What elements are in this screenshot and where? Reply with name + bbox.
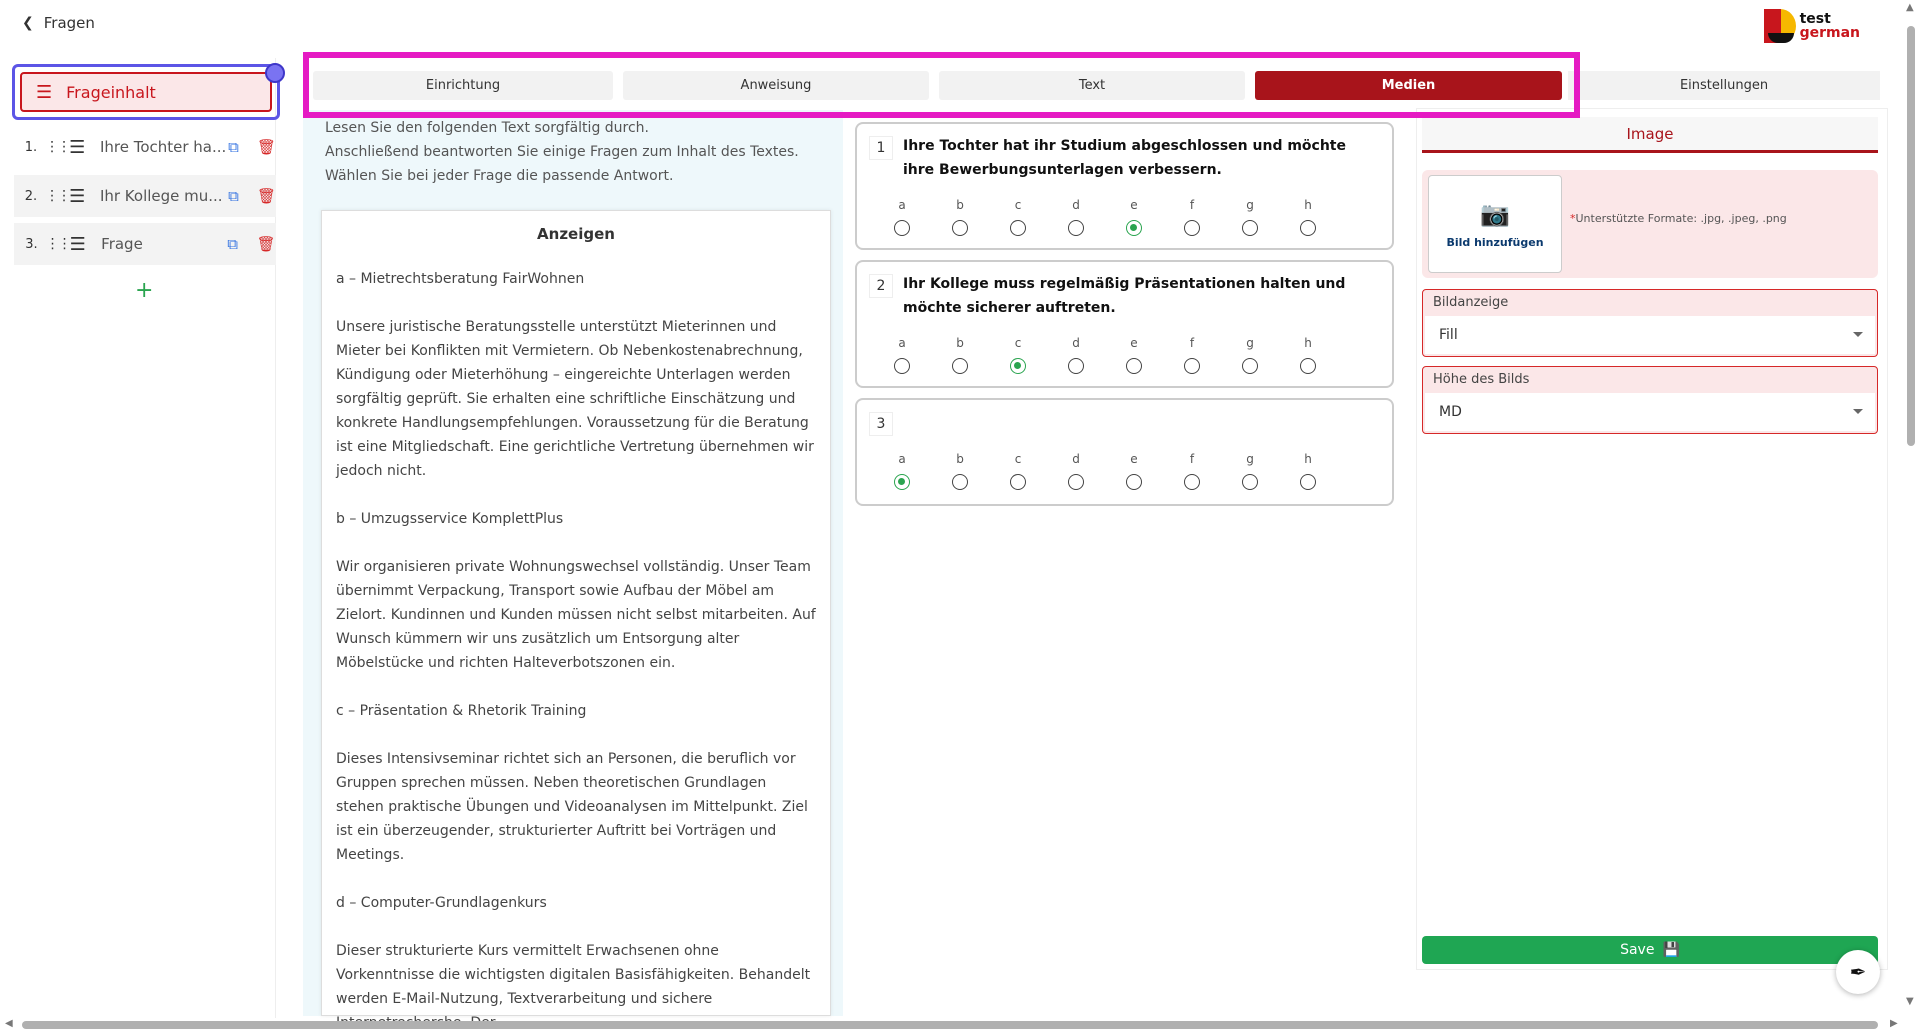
option-letter: g — [1246, 336, 1254, 350]
question-card-3 — [855, 398, 1394, 506]
radio-d[interactable] — [1068, 474, 1084, 490]
question-number: 3 — [869, 412, 893, 436]
copy-icon[interactable]: ⧉ — [228, 187, 239, 205]
add-image-button[interactable] — [1428, 175, 1562, 273]
frageinhalt-button[interactable] — [20, 72, 272, 112]
option-letter: c — [1014, 336, 1022, 350]
radio-g[interactable] — [1242, 474, 1258, 490]
option-h — [1279, 198, 1337, 236]
option-a — [873, 452, 931, 490]
delete-icon[interactable]: 🗑 — [256, 138, 276, 156]
paragraph: c – Präsentation & Rhetorik Training — [336, 703, 587, 719]
options-row — [873, 452, 1373, 490]
edit-fab-button[interactable] — [1836, 950, 1880, 994]
radio-c[interactable] — [1010, 358, 1026, 374]
radio-h[interactable] — [1300, 474, 1316, 490]
option-letter: e — [1130, 452, 1138, 466]
scroll-right-arrow-icon[interactable]: ▶ — [1890, 1018, 1898, 1029]
option-letter: g — [1246, 452, 1254, 466]
option-g — [1221, 336, 1279, 374]
scrollbar-thumb[interactable] — [1907, 26, 1915, 446]
bildanzeige-value: Fill — [1439, 327, 1458, 343]
option-letter: b — [956, 336, 964, 350]
list-icon: ☰ — [69, 233, 86, 255]
option-c — [989, 336, 1047, 374]
horizontal-scrollbar[interactable] — [0, 1018, 1904, 1032]
question-label: Frage — [101, 235, 143, 253]
copy-icon[interactable]: ⧉ — [227, 235, 238, 253]
option-letter: d — [1072, 336, 1080, 350]
vertical-scrollbar[interactable] — [1904, 16, 1918, 1016]
option-letter: f — [1189, 336, 1195, 350]
paragraph: Dieses Intensivseminar richtet sich an Personen, die beruflich vor Gruppen sprechen müssen. Neben theoretischen Grundlagen stehen praktische Übungen und Videoanalysen im Mittelpunkt. Ziel ist ein überzeugender, strukturierter Auftritt bei Vorträgen und Meetings. — [336, 751, 808, 863]
hoehe-value: MD — [1439, 404, 1462, 420]
radio-e[interactable] — [1126, 358, 1142, 374]
paragraph: Wir organisieren private Wohnungswechsel vollständig. Unser Team übernimmt Verpackung, Transport sowie Aufbau der Möbel am Zielort. Kundinnen und Kunden müssen nicht selbst mitarbeiten. Auf Wunsch kümmern wir uns zusätzlich um Entsorgung alter Möbelstücke und richten Halteverbotszonen ein. — [336, 559, 816, 671]
sidebar-question-3[interactable] — [14, 223, 276, 265]
instructions — [325, 116, 825, 188]
option-f — [1163, 452, 1221, 490]
radio-a[interactable] — [894, 220, 910, 236]
camera-plus-icon: 📷 — [1480, 199, 1510, 228]
tabs-highlight-frame — [303, 52, 1580, 118]
option-e — [1105, 336, 1163, 374]
bildanzeige-label: Bildanzeige — [1433, 295, 1509, 310]
radio-f[interactable] — [1184, 358, 1200, 374]
top-bar — [0, 0, 1900, 48]
edit-list-icon: ☰ — [36, 81, 53, 103]
resize-handle[interactable] — [265, 63, 285, 83]
option-letter: b — [956, 198, 964, 212]
questions-column — [843, 110, 1399, 1016]
option-c — [989, 452, 1047, 490]
option-letter: h — [1304, 336, 1312, 350]
question-text: Ihre Tochter hat ihr Studium abgeschlossen und möchte ihre Bewerbungsunterlagen verbessern. — [903, 138, 1346, 178]
add-question-button[interactable]: + — [135, 278, 154, 303]
hoehe-field — [1422, 366, 1878, 434]
caret-down-icon — [1853, 409, 1863, 414]
option-letter: a — [898, 452, 906, 466]
options-row — [873, 198, 1373, 236]
logo-text-1: test — [1799, 11, 1831, 27]
option-e — [1105, 452, 1163, 490]
pen-icon: ✒ — [1849, 960, 1867, 984]
save-label: Save — [1620, 942, 1655, 958]
drag-handle-icon[interactable]: ⋮⋮ — [45, 236, 70, 252]
radio-g[interactable] — [1242, 220, 1258, 236]
upload-area — [1422, 170, 1878, 278]
save-disk-icon: 💾 — [1662, 942, 1680, 958]
option-letter: g — [1246, 198, 1254, 212]
copy-icon[interactable]: ⧉ — [228, 138, 239, 156]
list-icon: ☰ — [69, 185, 86, 207]
question-label: Ihr Kollege mu... — [99, 187, 223, 205]
option-letter: h — [1304, 452, 1312, 466]
card-body — [322, 243, 830, 1035]
options-row — [873, 336, 1373, 374]
radio-c[interactable] — [1010, 474, 1026, 490]
sidebar-question-1[interactable] — [14, 126, 276, 168]
drag-handle-icon[interactable]: ⋮⋮ — [45, 139, 70, 155]
bildanzeige-field — [1422, 289, 1878, 357]
tab-text[interactable]: Text — [939, 71, 1245, 100]
text-panel — [303, 110, 843, 1016]
frageinhalt-focus-frame — [12, 64, 280, 120]
back-label: Fragen — [43, 14, 95, 32]
reading-card — [321, 210, 831, 1016]
option-c — [989, 198, 1047, 236]
option-letter: a — [898, 336, 906, 350]
hoehe-label: Höhe des Bilds — [1433, 372, 1530, 387]
logo-face-icon — [1764, 9, 1796, 43]
radio-h[interactable] — [1300, 358, 1316, 374]
option-g — [1221, 198, 1279, 236]
question-number: 1 — [869, 136, 893, 160]
option-b — [931, 336, 989, 374]
chevron-left-icon: ❮ — [22, 15, 34, 31]
option-letter: f — [1189, 198, 1195, 212]
scroll-down-arrow-icon[interactable]: ▼ — [1906, 996, 1914, 1007]
delete-icon[interactable]: 🗑 — [256, 235, 276, 253]
tab-einrichtung[interactable]: Einrichtung — [313, 71, 613, 100]
option-letter: c — [1014, 198, 1022, 212]
paragraph: d – Computer-Grundlagenkurs — [336, 895, 547, 911]
option-letter: e — [1130, 336, 1138, 350]
option-a — [873, 336, 931, 374]
list-icon: ☰ — [69, 136, 86, 158]
question-number: 1. — [24, 139, 38, 155]
radio-a[interactable] — [894, 358, 910, 374]
radio-b[interactable] — [952, 474, 968, 490]
option-d — [1047, 452, 1105, 490]
sidebar-question-2[interactable] — [14, 175, 276, 217]
paragraph: a – Mietrechtsberatung FairWohnen — [336, 271, 585, 287]
option-letter: h — [1304, 198, 1312, 212]
add-image-label: Bild hinzufügen — [1446, 235, 1544, 249]
option-e — [1105, 198, 1163, 236]
paragraph: b – Umzugsservice KomplettPlus — [336, 511, 564, 527]
bildanzeige-select[interactable] — [1425, 316, 1875, 354]
option-f — [1163, 198, 1221, 236]
option-h — [1279, 452, 1337, 490]
image-tab[interactable]: Image — [1422, 117, 1878, 153]
option-a — [873, 198, 931, 236]
option-h — [1279, 336, 1337, 374]
delete-icon[interactable]: 🗑 — [256, 187, 276, 205]
caret-down-icon — [1853, 332, 1863, 337]
paragraph: Unsere juristische Beratungsstelle unterstützt Mieterinnen und Mieter bei Konflikten mit Vermietern. Ob Nebenkostenabrechnung, Kündigung oder Mieterhöhung – eingereichte Unterlagen werden sorgfältig geprüft. Sie erhalten eine schriftliche Einschätzung und konkrete Handlungsempfehlungen. Voraussetzung für die Beratung ist eine Mitgliedschaft. Eine gerichtliche Vertretung übernehmen wir jedoch nicht. — [336, 319, 814, 479]
option-letter: c — [1014, 452, 1022, 466]
radio-d[interactable] — [1068, 358, 1084, 374]
paragraph: Dieser strukturierte Kurs vermittelt Erwachsenen ohne Vorkenntnisse die wichtigsten digitalen Basisfähigkeiten. Behandelt werden E-Mail-Nutzung, Textverarbeitung und sichere — [336, 943, 811, 1007]
option-letter: d — [1072, 452, 1080, 466]
question-number: 2 — [869, 274, 893, 298]
option-d — [1047, 198, 1105, 236]
radio-b[interactable] — [952, 358, 968, 374]
radio-f[interactable] — [1184, 220, 1200, 236]
option-d — [1047, 336, 1105, 374]
hoehe-select[interactable] — [1425, 393, 1875, 431]
radio-c[interactable] — [1010, 220, 1026, 236]
card-title: Anzeigen — [537, 225, 615, 243]
scrollbar-thumb[interactable] — [22, 1021, 1878, 1029]
logo-text-2: german — [1799, 25, 1860, 41]
logo — [1764, 6, 1860, 46]
option-letter: a — [898, 198, 906, 212]
tab-anweisung[interactable]: Anweisung — [623, 71, 929, 100]
instruction-line: Wählen Sie bei jeder Frage die passende Antwort. — [325, 168, 674, 184]
option-b — [931, 198, 989, 236]
question-number: 2. — [24, 188, 38, 204]
question-number: 3. — [25, 236, 38, 252]
tab-medien[interactable]: Medien — [1255, 71, 1562, 100]
instruction-line: Lesen Sie den folgenden Text sorgfältig durch. — [325, 120, 650, 136]
option-letter: b — [956, 452, 964, 466]
question-sidebar — [14, 58, 276, 1018]
question-card-2 — [855, 260, 1394, 388]
question-text: Ihr Kollege muss regelmäßig Präsentationen halten und möchte sicherer auftreten. — [903, 276, 1346, 316]
question-card-1 — [855, 122, 1394, 250]
instruction-line: Anschließend beantworten Sie einige Fragen zum Inhalt des Textes. — [325, 144, 799, 160]
scroll-up-arrow-icon[interactable]: ▲ — [1906, 2, 1914, 13]
option-letter: e — [1130, 198, 1138, 212]
option-b — [931, 452, 989, 490]
formats-text: Unterstützte Formate: .jpg, .jpeg, .png — [1575, 212, 1787, 225]
radio-a[interactable] — [894, 474, 910, 490]
back-link[interactable] — [22, 14, 95, 32]
supported-formats — [1570, 212, 1787, 225]
radio-e[interactable] — [1126, 474, 1142, 490]
option-g — [1221, 452, 1279, 490]
radio-e[interactable] — [1126, 220, 1142, 236]
scroll-left-arrow-icon[interactable]: ◀ — [5, 1018, 13, 1029]
save-button[interactable] — [1422, 936, 1878, 964]
required-star: * — [1570, 212, 1576, 225]
radio-f[interactable] — [1184, 474, 1200, 490]
radio-h[interactable] — [1300, 220, 1316, 236]
drag-handle-icon[interactable]: ⋮⋮ — [45, 188, 70, 204]
question-label: Ihre Tochter ha... — [99, 138, 227, 156]
radio-b[interactable] — [952, 220, 968, 236]
radio-d[interactable] — [1068, 220, 1084, 236]
radio-g[interactable] — [1242, 358, 1258, 374]
option-letter: f — [1189, 452, 1195, 466]
frageinhalt-label: Frageinhalt — [66, 82, 156, 102]
option-f — [1163, 336, 1221, 374]
option-letter: d — [1072, 198, 1080, 212]
tab-einstellungen[interactable]: Einstellungen — [1568, 71, 1880, 100]
